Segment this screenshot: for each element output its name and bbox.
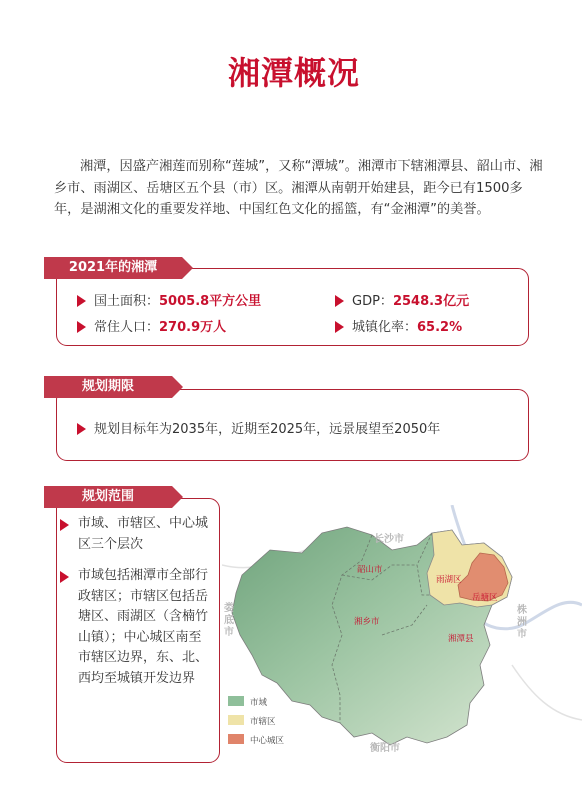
bullet-triangle-icon: [77, 423, 86, 435]
legend-label-city: 市域: [250, 698, 268, 708]
stat-urbanization: [335, 316, 462, 335]
stat-area-value: 5005.8平方公里: [159, 294, 262, 309]
stat-gdp-label: GDP：: [352, 294, 393, 309]
bullet-triangle-icon: [335, 321, 344, 333]
bullet-triangle-icon: [77, 321, 86, 333]
neighbor-label-north: 长沙市: [374, 534, 404, 545]
scope-item-1: [78, 514, 208, 555]
stat-urbanization-value: 65.2%: [417, 320, 463, 335]
neighbor-label-south: 衡阳市: [370, 743, 400, 754]
period-tab: 规划期限: [44, 376, 172, 398]
bullet-triangle-icon: [77, 295, 86, 307]
page-title: 湘潭概况: [227, 54, 360, 92]
map-label-yuetang: 岳塘区: [472, 593, 498, 603]
stat-population: [77, 316, 226, 335]
stat-urbanization-label: 城镇化率：: [352, 320, 418, 335]
neighbor-label-west: 娄底市: [224, 603, 234, 638]
stats-tab: 2021年的湘潭: [44, 257, 182, 279]
period-item: [77, 418, 440, 437]
stat-area: [77, 290, 261, 309]
stat-population-label: 常住人口：: [94, 320, 160, 335]
intro-paragraph: 湘潭，因盛产湘莲而别称“莲城”，又称“潭城”。湘潭市下辖湘潭县、韶山市、湘乡市、雨湖区、岳塘区五个县（市）区。湘潭从南朝开始建县，距今已有1500多年，是湖湘文化的重要发祥地、中国红色文化的摇篮，有“金湘潭”的美誉。: [54, 159, 543, 217]
legend-label-center: 中心城区: [250, 736, 285, 746]
neighbor-label-east: 株洲市: [517, 605, 527, 640]
scope-item-1-text: 市域、市辖区、中心城区三个层次: [78, 516, 209, 552]
stat-area-label: 国土面积：: [94, 294, 160, 309]
scope-item-2: [78, 566, 208, 689]
neighbor-border-line: [512, 665, 582, 720]
stat-population-value: 270.9万人: [159, 320, 227, 335]
stat-gdp-value: 2548.3亿元: [392, 294, 470, 309]
legend-swatch-district: [228, 715, 244, 725]
legend-swatch-city: [228, 696, 244, 706]
legend-label-district: 市辖区: [250, 717, 276, 727]
bullet-triangle-icon: [60, 571, 69, 583]
scope-tab: 规划范围: [44, 486, 172, 508]
map-label-xiangxiang: 湘乡市: [354, 617, 380, 627]
period-text: 规划目标年为2035年，近期至2025年，远景展望至2050年: [94, 422, 441, 437]
stat-gdp: [335, 290, 469, 309]
map-label-xiangtan-county: 湘潭县: [448, 634, 474, 644]
xiangtan-map: [222, 505, 582, 753]
bullet-triangle-icon: [60, 519, 69, 531]
map-label-yuhu: 雨湖区: [436, 575, 462, 585]
scope-item-2-text: 市域包括湘潭市全部行政辖区；市辖区包括岳塘区、雨湖区（含楠竹山镇）；中心城区南至市辖区边界，东、北、西均至城镇开发边界: [78, 568, 209, 686]
bullet-triangle-icon: [335, 295, 344, 307]
map-label-shaoshan: 韶山市: [357, 565, 383, 575]
legend-swatch-center: [228, 734, 244, 744]
